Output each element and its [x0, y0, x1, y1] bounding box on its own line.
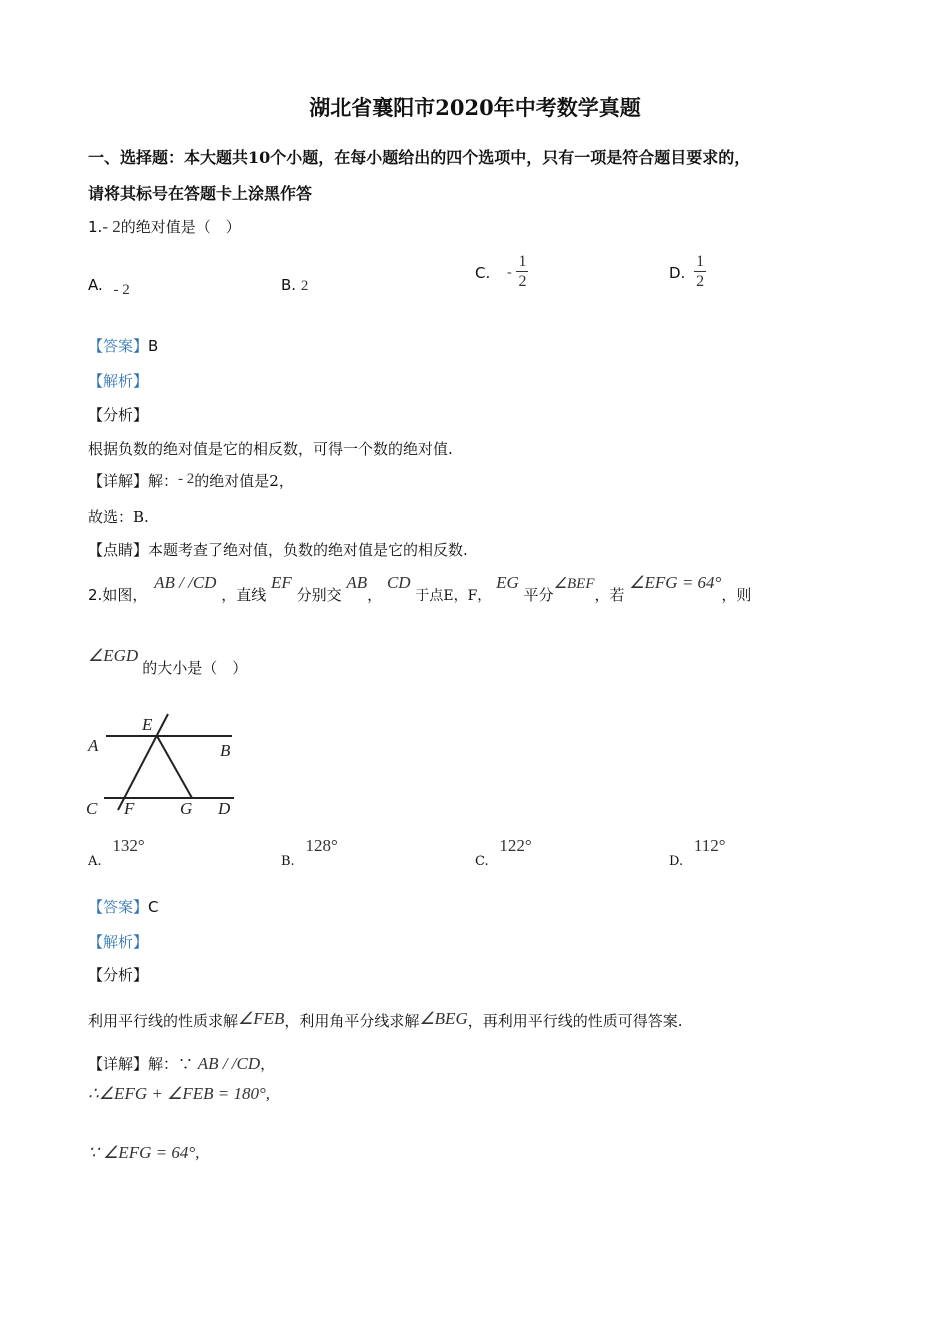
label-f: F [124, 799, 135, 818]
q2-detail-line-a: ∴∠EFG + ∠FEB = 180°, [88, 1084, 270, 1103]
q1-detail-pre: 解： [148, 472, 179, 490]
q2-answer-label: 【答案】 [88, 898, 149, 916]
question-1-stem [88, 216, 241, 237]
label-a: A [88, 736, 99, 755]
q2-detail-label: 【详解】 [88, 1055, 149, 1073]
page-title: 湖北省襄阳市2020年中考数学真题 [309, 95, 641, 120]
q1-answer [88, 335, 158, 356]
section-heading-line1: 一、选择题：本大题共10个小题，在每小题给出的四个选项中，只有一项是符合题目要求的， [88, 148, 751, 167]
q1-option-b-value: 2 [300, 278, 309, 294]
q1-option-b [281, 276, 308, 295]
q2-math-ef: EF [271, 573, 292, 592]
q1-detail-label: 【详解】 [88, 472, 149, 490]
q1-detail [88, 470, 294, 491]
q2-detail-line-b: ∵ ∠EFG = 64°, [88, 1143, 200, 1162]
label-d: D [218, 799, 231, 818]
q1-option-c-sign: - [507, 265, 512, 280]
q1-option-d-denominator: 2 [696, 273, 705, 290]
q1-fenxi-text: 根据负数的绝对值是它的相反数，可得一个数的绝对值. [88, 440, 453, 458]
q2-math-angle-egd: ∠EGD [88, 646, 139, 665]
question-1-text: 的绝对值是（ ） [120, 218, 241, 236]
line-eg [157, 736, 192, 798]
q1-option-d-label: D. [669, 264, 686, 282]
q1-detail-post: 的绝对值是2， [194, 472, 294, 490]
q1-option-d [669, 252, 706, 291]
q1-option-c [475, 252, 528, 291]
q2-option-b-label: B. [281, 854, 295, 869]
q2-option-c-label: C. [475, 854, 489, 869]
q2-math-angle-bef: ∠BEF [553, 576, 595, 592]
q2-option-b [281, 836, 338, 869]
q1-option-a [88, 276, 130, 298]
q2-text-4: ， [367, 586, 383, 604]
q2-option-d [669, 836, 726, 869]
q1-choose: 故选：B. [88, 508, 149, 526]
q1-detail-expr: - 2 [178, 471, 195, 487]
q1-option-a-label: A. [88, 276, 103, 294]
q1-comment [88, 539, 468, 560]
q2-fenxi-text-1: 利用平行线的性质求解 [88, 1012, 239, 1030]
q2-geometry-figure [84, 708, 244, 828]
q2-text-2: ，直线 [221, 586, 267, 604]
q1-option-c-label: C. [475, 264, 491, 282]
q2-fenxi-math-1: ∠FEB [238, 1009, 285, 1028]
q2-detail-math: AB / /CD [197, 1054, 261, 1073]
label-c: C [86, 799, 98, 818]
q2-option-c [475, 836, 532, 869]
q2-fenxi-text-3: ，再利用平行线的性质可得答案. [467, 1012, 683, 1030]
question-2-number: 2. [88, 586, 103, 604]
q1-fenxi-label: 【分析】 [88, 406, 149, 424]
q2-math-eg: EG [496, 573, 519, 592]
q1-answer-value: B [148, 337, 159, 355]
q2-option-a [88, 836, 145, 869]
q2-fenxi-text [88, 1008, 683, 1029]
q2-text-1: 如图， [102, 586, 148, 604]
q1-option-a-value: - 2 [113, 282, 130, 298]
q2-option-a-value: 132° [112, 836, 145, 855]
q1-comment-text: 本题考查了绝对值，负数的绝对值是它的相反数. [148, 541, 468, 559]
q1-analysis-label: 【解析】 [88, 372, 149, 390]
question-1-expr: - 2 [102, 217, 121, 236]
q1-option-d-numerator: 1 [696, 253, 705, 270]
question-1-number: 1. [88, 218, 103, 236]
q2-text-3: 分别交 [296, 586, 342, 604]
q1-option-d-fraction [694, 252, 706, 291]
question-2-stem-line2 [88, 645, 248, 677]
q2-fenxi-text-2: ，利用角平分线求解 [284, 1012, 420, 1030]
q1-option-c-denominator: 2 [518, 273, 527, 290]
section-heading-line2: 请将其标号在答题卡上涂黑作答 [88, 184, 313, 203]
q2-detail-post: ， [260, 1055, 276, 1073]
q2-option-c-value: 122° [499, 836, 532, 855]
q2-text-9: 的大小是（ ） [142, 659, 248, 677]
q1-option-c-fraction [516, 252, 528, 291]
q2-text-8: ，则 [721, 586, 752, 604]
q1-option-b-label: B. [281, 276, 297, 294]
q2-text-5: 于点E，F， [415, 588, 492, 604]
q2-math-parallel: AB / /CD [154, 573, 217, 592]
q2-answer-value: C [148, 898, 159, 916]
label-b: B [220, 741, 231, 760]
q2-math-angle-efg: ∠EFG = 64° [629, 573, 722, 592]
q2-detail-pre: 解：∵ [148, 1055, 198, 1073]
q2-option-b-value: 128° [305, 836, 338, 855]
q2-option-d-label: D. [669, 854, 684, 869]
label-g: G [180, 799, 193, 818]
q2-answer [88, 896, 159, 917]
q2-fenxi-math-2: ∠BEG [419, 1009, 468, 1028]
q2-detail [88, 1053, 275, 1074]
q2-fenxi-label: 【分析】 [88, 966, 149, 984]
q2-text-6: 平分 [523, 586, 554, 604]
q1-answer-label: 【答案】 [88, 337, 149, 355]
label-e: E [142, 715, 153, 734]
q2-math-ab: AB [346, 573, 368, 592]
q2-option-d-value: 112° [693, 836, 726, 855]
q2-math-cd: CD [386, 573, 411, 592]
q1-option-c-numerator: 1 [518, 253, 527, 270]
question-2-stem-line1 [88, 572, 752, 604]
q2-text-7: ，若 [594, 586, 625, 604]
q2-option-a-label: A. [88, 854, 102, 869]
q2-analysis-label: 【解析】 [88, 933, 149, 951]
q1-comment-label: 【点睛】 [88, 541, 149, 559]
